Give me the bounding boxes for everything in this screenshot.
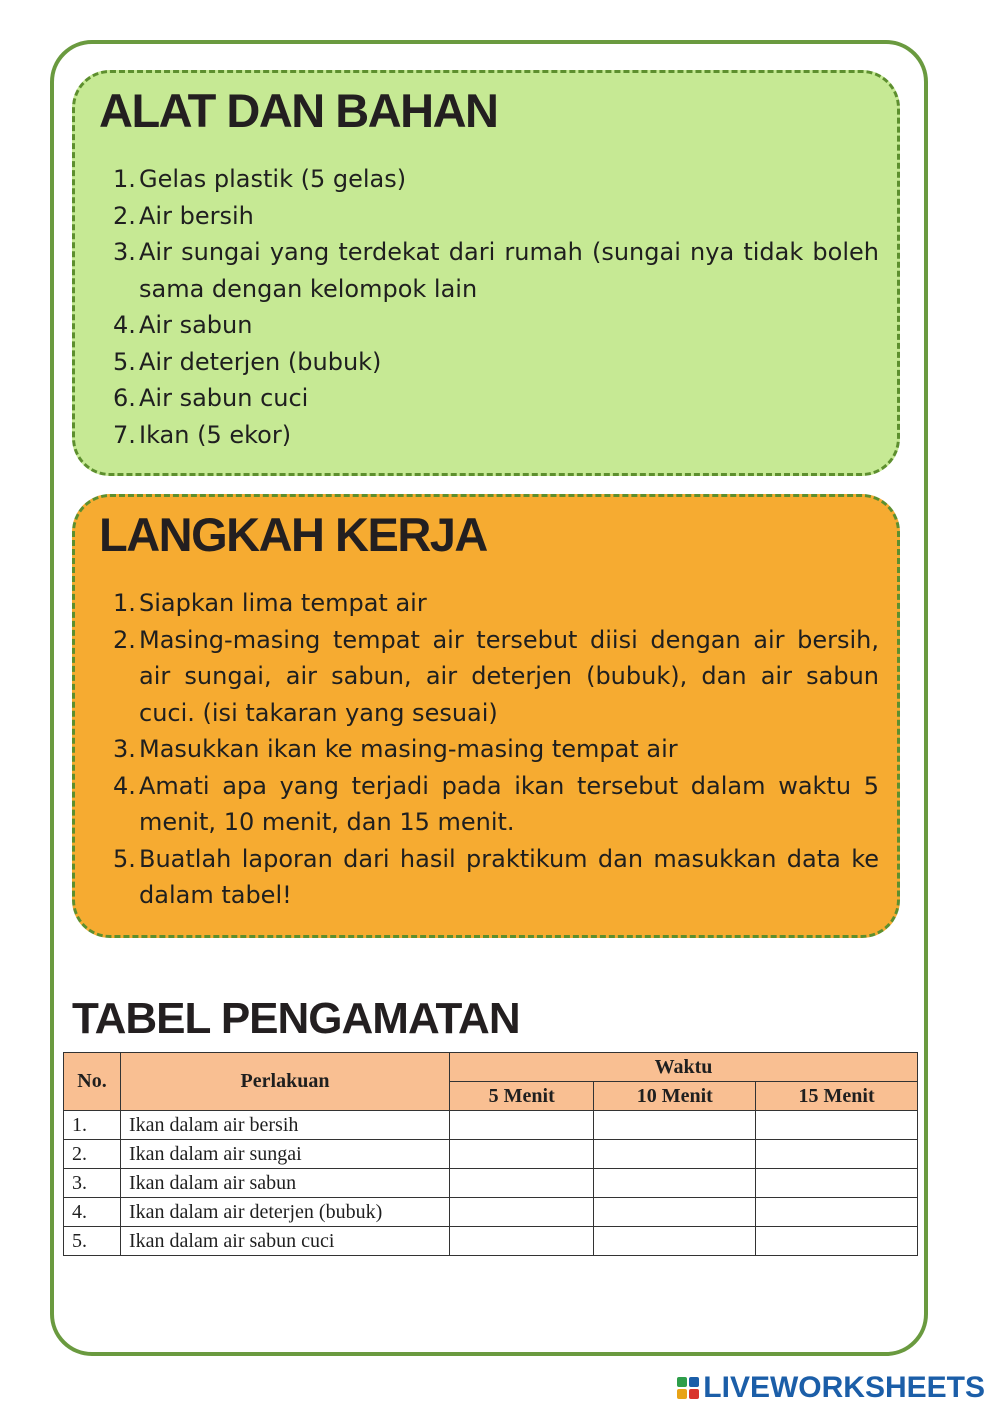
list-item: 1. Siapkan lima tempat air xyxy=(113,589,427,617)
list-item: 4. Amati apa yang terjadi pada ikan tersebut dalam waktu 5 menit, 10 menit, dan 15 menit. xyxy=(113,771,879,836)
cell-10-menit[interactable] xyxy=(594,1227,756,1256)
cell-perlakuan: Ikan dalam air bersih xyxy=(121,1111,450,1140)
liveworksheets-brand: LIVEWORKSHEETS xyxy=(703,1371,985,1404)
table-row xyxy=(64,1140,918,1169)
tabel-pengamatan-title: TABEL PENGAMATAN xyxy=(72,994,520,1043)
cell-10-menit[interactable] xyxy=(594,1169,756,1198)
list-item: 2. Masing-masing tempat air tersebut diisi dengan air bersih, air sungai, air sabun, air deterjen (bubuk), dan air sabun cuci. (isi takaran yang sesuai) xyxy=(113,625,879,727)
cell-5-menit[interactable] xyxy=(450,1111,594,1140)
cell-15-menit[interactable] xyxy=(756,1111,918,1140)
liveworksheets-footer xyxy=(677,1371,985,1405)
list-item: 4. Air sabun xyxy=(113,311,253,339)
list-item: 5. Buatlah laporan dari hasil praktikum dan masukkan data ke dalam tabel! xyxy=(113,844,879,909)
cell-10-menit[interactable] xyxy=(594,1140,756,1169)
list-item: 7. Ikan (5 ekor) xyxy=(113,420,292,449)
cell-10-menit[interactable] xyxy=(594,1198,756,1227)
header-15-menit: 15 Menit xyxy=(756,1082,918,1111)
header-5-menit: 5 Menit xyxy=(450,1082,594,1111)
table-row xyxy=(64,1198,918,1227)
alat-list xyxy=(113,161,879,453)
table-row xyxy=(64,1111,918,1140)
cell-15-menit[interactable] xyxy=(756,1198,918,1227)
cell-perlakuan: Ikan dalam air deterjen (bubuk) xyxy=(121,1198,450,1227)
cell-15-menit[interactable] xyxy=(756,1227,918,1256)
logo-square xyxy=(689,1389,699,1399)
list-item: 5. Air deterjen (bubuk) xyxy=(113,347,382,376)
cell-no: 5. xyxy=(64,1227,121,1256)
langkah-kerja-title: LANGKAH KERJA xyxy=(99,508,487,561)
header-perlakuan: Perlakuan xyxy=(121,1053,450,1111)
cell-no: 1. xyxy=(64,1111,121,1140)
alat-dan-bahan-title: ALAT DAN BAHAN xyxy=(99,84,498,137)
langkah-list xyxy=(113,585,879,914)
cell-5-menit[interactable] xyxy=(450,1198,594,1227)
cell-perlakuan: Ikan dalam air sabun cuci xyxy=(121,1227,450,1256)
list-item: 3. Masukkan ikan ke masing-masing tempat air xyxy=(113,735,678,763)
cell-15-menit[interactable] xyxy=(756,1169,918,1198)
cell-5-menit[interactable] xyxy=(450,1140,594,1169)
header-waktu: Waktu xyxy=(450,1053,918,1082)
cell-5-menit[interactable] xyxy=(450,1169,594,1198)
cell-perlakuan: Ikan dalam air sabun xyxy=(121,1169,450,1198)
list-item: 6. Air sabun cuci xyxy=(113,384,309,412)
cell-perlakuan: Ikan dalam air sungai xyxy=(121,1140,450,1169)
observation-table xyxy=(63,1052,918,1256)
cell-5-menit[interactable] xyxy=(450,1227,594,1256)
langkah-kerja-section xyxy=(72,494,900,938)
logo-square xyxy=(677,1389,687,1399)
list-item: 2. Air bersih xyxy=(113,201,254,230)
liveworksheets-logo-icon xyxy=(677,1377,699,1399)
cell-no: 3. xyxy=(64,1169,121,1198)
list-item: 1. Gelas plastik (5 gelas) xyxy=(113,165,407,193)
logo-square xyxy=(689,1377,699,1387)
header-10-menit: 10 Menit xyxy=(594,1082,756,1111)
list-item: 3. Air sungai yang terdekat dari rumah (sungai nya tidak boleh sama dengan kelompok lain xyxy=(113,238,879,303)
cell-15-menit[interactable] xyxy=(756,1140,918,1169)
cell-no: 4. xyxy=(64,1198,121,1227)
cell-no: 2. xyxy=(64,1140,121,1169)
header-no: No. xyxy=(64,1053,121,1111)
table-row xyxy=(64,1169,918,1198)
alat-dan-bahan-section xyxy=(72,70,900,476)
table-row xyxy=(64,1227,918,1256)
cell-10-menit[interactable] xyxy=(594,1111,756,1140)
logo-square xyxy=(677,1377,687,1387)
